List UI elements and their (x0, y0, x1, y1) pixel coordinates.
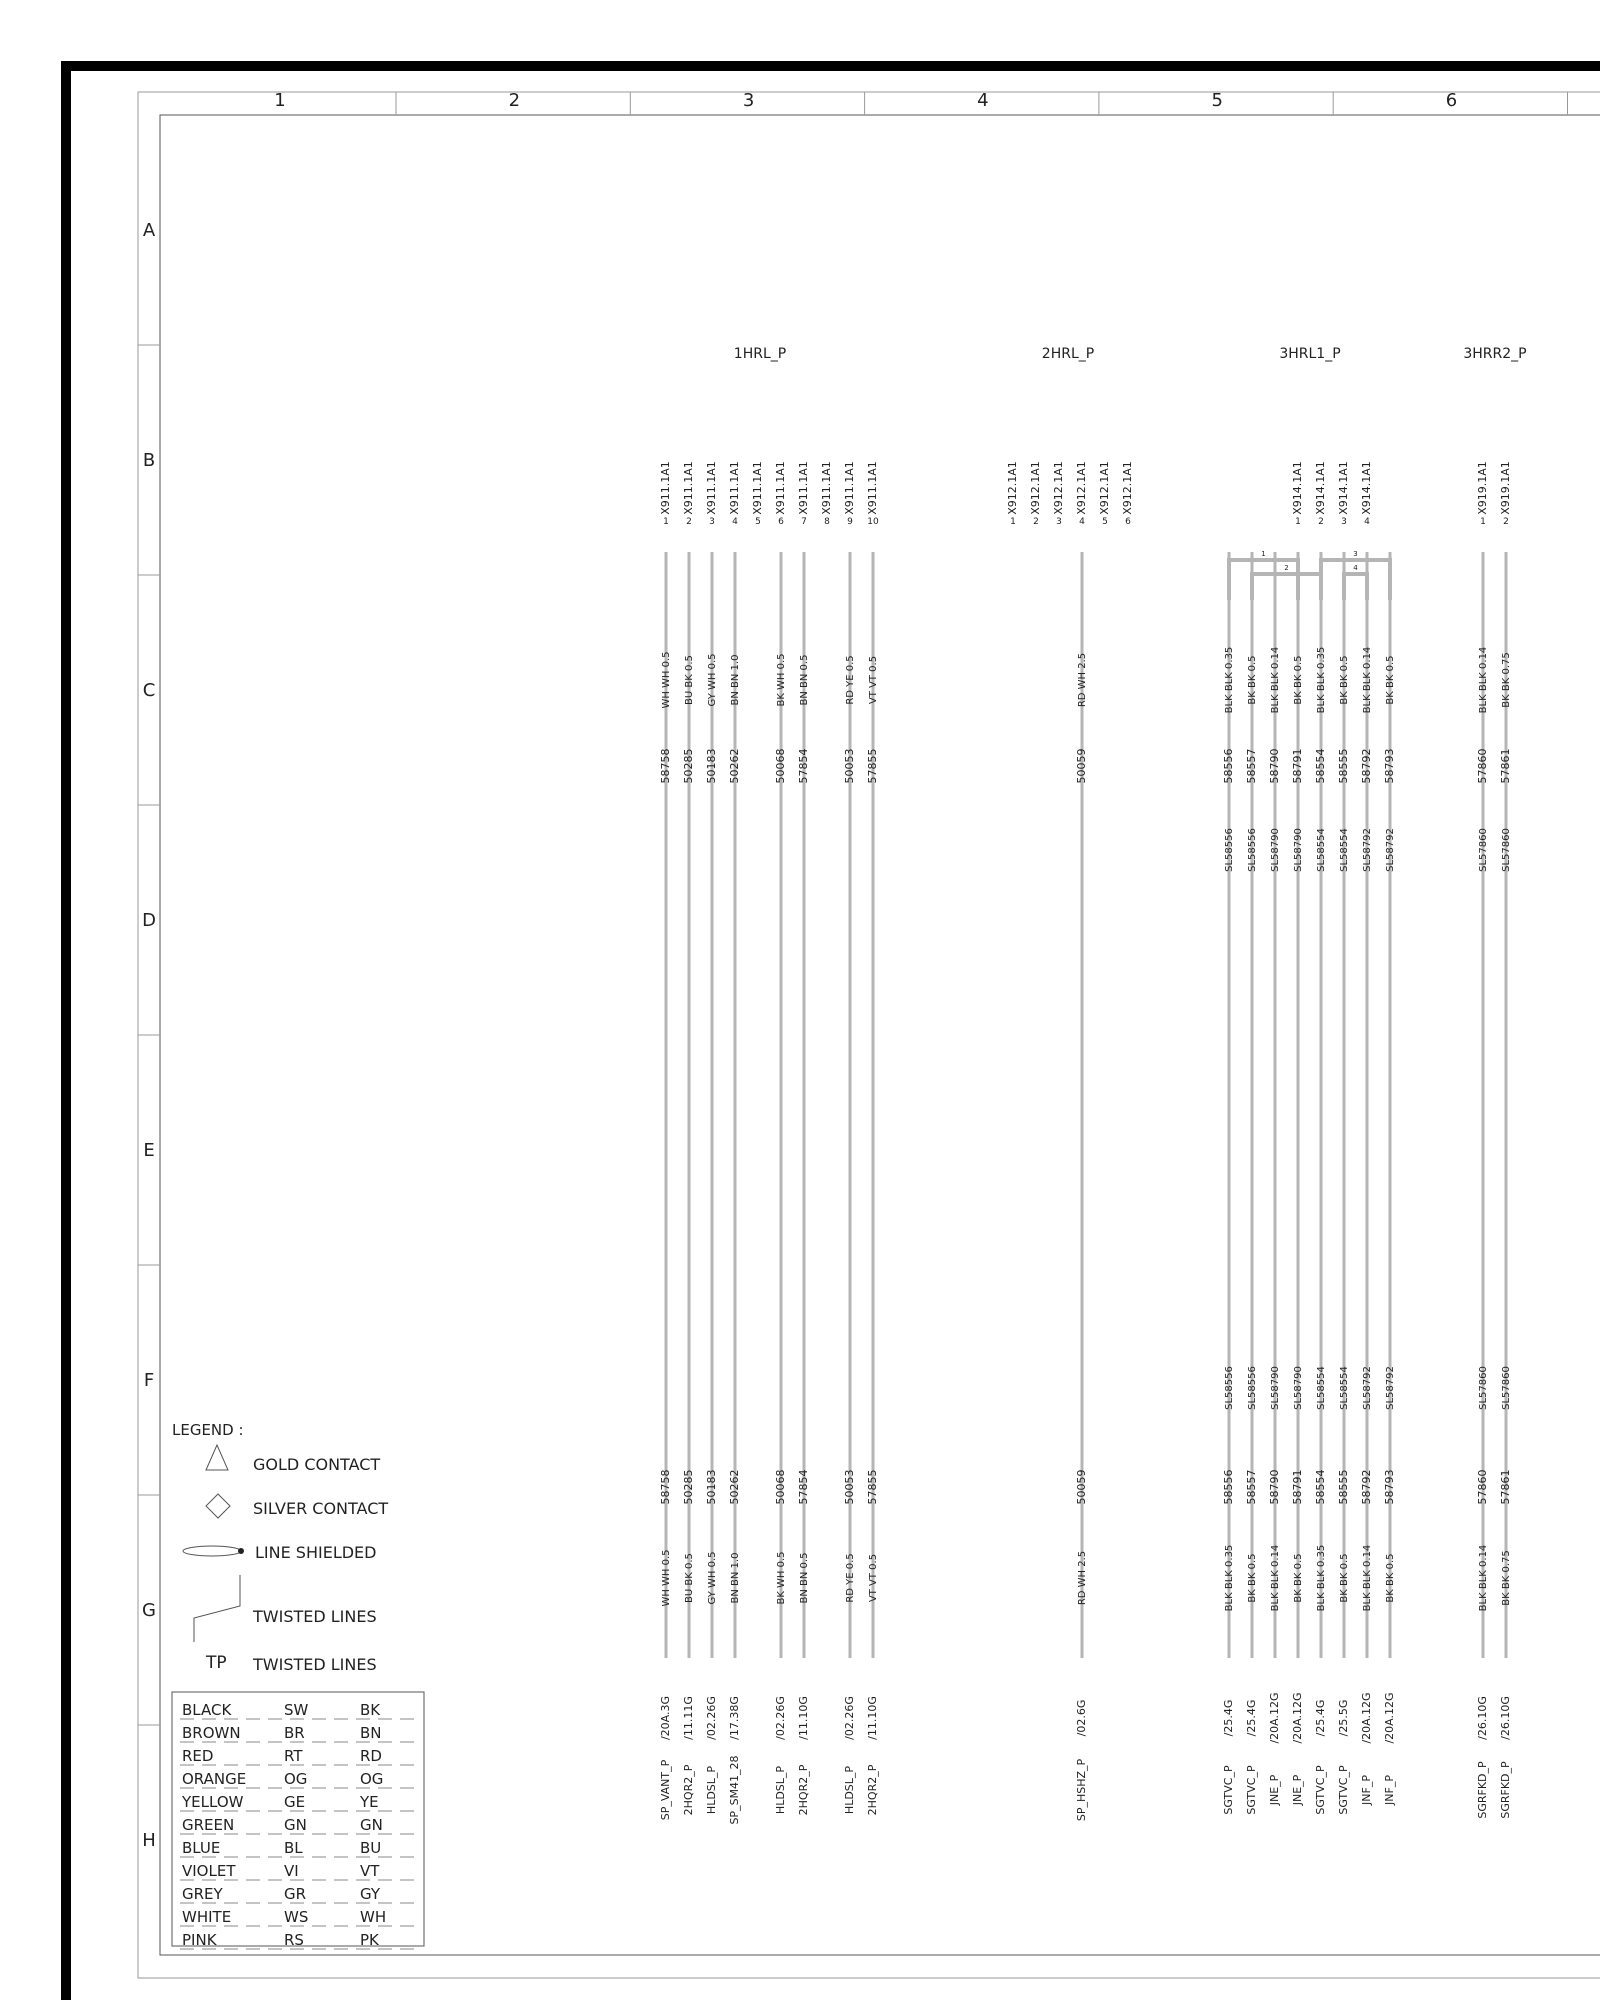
pin-number: 10 (867, 517, 879, 527)
wire-id-top: 58793 (1383, 748, 1396, 784)
wire-reference: /25.4G (1314, 1699, 1327, 1737)
wire-reference: /25.5G (1337, 1699, 1350, 1737)
wire-id-bottom: 58790 (1268, 1469, 1281, 1505)
wire-id-bottom: 58557 (1245, 1469, 1258, 1505)
signal-name: SP_SM41_28 (728, 1755, 741, 1825)
pin-number: 5 (755, 517, 761, 527)
wire-color-bottom: BK BK 0.5 (1293, 1553, 1304, 1603)
pin-number: 3 (709, 517, 715, 527)
connector-title: 3HRR2_P (1463, 346, 1527, 362)
signal-name: SP_VANT_P (659, 1759, 672, 1821)
pin-number: 3 (1341, 517, 1347, 527)
connector-id: X912.1A1 (1121, 461, 1134, 515)
wire-id-top: 58557 (1245, 748, 1258, 784)
color-code-cell: BLUE (182, 1839, 221, 1857)
color-code-cell: RED (182, 1747, 214, 1765)
color-code-cell: VT (360, 1862, 380, 1880)
wire-color-bottom: BN BN 1.0 (730, 1552, 741, 1604)
twisted-pair-label: 4 (1353, 564, 1358, 572)
color-code-cell: ORANGE (182, 1770, 247, 1788)
tp-text (205, 1653, 227, 1673)
color-code-cell: GN (360, 1816, 383, 1834)
shield-id-top: SL58556 (1247, 828, 1258, 872)
grid-column-label: 3 (742, 90, 755, 111)
shield-id-bottom: SL58556 (1224, 1366, 1235, 1410)
grid-row-label: H (142, 1830, 156, 1851)
wire-reference: /02.26G (774, 1696, 787, 1740)
wire-color-top: BK BK 0.5 (1247, 655, 1258, 705)
svg-text:TP: TP (206, 1653, 227, 1673)
grid-row-label: C (142, 680, 156, 701)
wire-color-top: BN BN 0.5 (799, 654, 810, 706)
shield-id-top: SL57860 (1501, 828, 1512, 872)
connector-id: X914.1A1 (1291, 461, 1304, 515)
connector-id: X911.1A1 (659, 461, 672, 515)
wire-id-bottom: 58792 (1360, 1469, 1373, 1505)
wire-reference: /11.10G (797, 1696, 810, 1740)
wire-color-top: BK WH 0.5 (776, 653, 787, 707)
color-code-cell: RT (284, 1747, 303, 1765)
connector-id: X911.1A1 (820, 461, 833, 515)
wire-color-bottom: VT VT 0.5 (868, 1553, 879, 1603)
color-code-cell: OG (284, 1770, 308, 1788)
color-code-cell: VIOLET (182, 1862, 236, 1880)
connector-id: X911.1A1 (797, 461, 810, 515)
connector-id: X911.1A1 (682, 461, 695, 515)
connector-id: X914.1A1 (1337, 461, 1350, 515)
wire-id-bottom: 58791 (1291, 1469, 1304, 1505)
connector-id: X914.1A1 (1360, 461, 1373, 515)
wire-reference: /26.10G (1499, 1696, 1512, 1740)
legend-label: SILVER CONTACT (253, 1499, 389, 1518)
color-code-cell: BN (360, 1724, 382, 1742)
wire-id-bottom: 57854 (797, 1469, 810, 1505)
wire-color-bottom: BLK BLK 0.14 (1270, 1544, 1281, 1612)
twisted-pair-label: 1 (1261, 550, 1266, 558)
connector-id: X911.1A1 (866, 461, 879, 515)
diamond-icon (206, 1494, 230, 1518)
wire-id-top: 58554 (1314, 748, 1327, 784)
wire-id-top: 57860 (1476, 748, 1489, 784)
wire-color-top: WH WH 0.5 (661, 651, 672, 709)
twisted-pair-label: 2 (1284, 564, 1289, 572)
pin-number: 2 (1318, 517, 1324, 527)
legend-title: LEGEND : (172, 1421, 244, 1439)
wire-id-bottom: 50285 (682, 1469, 695, 1505)
signal-name: SGTVC_P (1222, 1765, 1235, 1815)
connector-id: X919.1A1 (1476, 461, 1489, 515)
pin-number: 6 (1125, 517, 1131, 527)
signal-name: HLDSL_P (843, 1765, 856, 1815)
color-code-cell: WH (360, 1908, 387, 1926)
pin-number: 2 (1503, 517, 1509, 527)
pin-number: 1 (1480, 517, 1486, 527)
wire-color-top: BLK BLK 0.14 (1478, 646, 1489, 714)
grid-row-label: A (142, 220, 156, 241)
connector-id: X911.1A1 (705, 461, 718, 515)
wire-id-bottom: 50262 (728, 1469, 741, 1505)
color-code-cell: PK (360, 1931, 379, 1949)
wire-id-top: 58791 (1291, 748, 1304, 784)
grid-row-label: F (143, 1370, 155, 1391)
color-code-cell: OG (360, 1770, 384, 1788)
wire-color-bottom: RD WH 2.5 (1077, 1550, 1088, 1606)
signal-name: SGRFKD_P (1476, 1761, 1489, 1819)
pin-number: 4 (1079, 517, 1085, 527)
wire-bundle (659, 346, 1527, 1825)
connector-id: X911.1A1 (728, 461, 741, 515)
legend (172, 1421, 424, 1949)
wire-id-top: 50053 (843, 748, 856, 784)
color-code-cell: BK (360, 1701, 381, 1719)
color-code-cell: BL (284, 1839, 303, 1857)
grid-row-label: D (142, 910, 156, 931)
connector-title: 1HRL_P (733, 346, 787, 362)
wire-id-bottom: 57855 (866, 1469, 879, 1505)
twisted-pair-bracket (1344, 574, 1367, 600)
color-code-cell: GE (284, 1793, 306, 1811)
pin-number: 9 (847, 517, 853, 527)
shield-id-bottom: SL58792 (1362, 1366, 1373, 1410)
wire-id-bottom: 58556 (1222, 1469, 1235, 1505)
pin-number: 8 (824, 517, 830, 527)
wire-color-bottom: BK BK 0.5 (1385, 1553, 1396, 1603)
shield-id-bottom: SL57860 (1478, 1366, 1489, 1410)
connector-id: X919.1A1 (1499, 461, 1512, 515)
wire-color-top: BLK BLK 0.14 (1270, 646, 1281, 714)
signal-name: 2HQR2_P (797, 1764, 810, 1816)
shield-id-bottom: SL58792 (1385, 1366, 1396, 1410)
legend-label: GOLD CONTACT (253, 1455, 381, 1474)
wire-color-top: RD WH 2.5 (1077, 652, 1088, 708)
grid-column-label: 6 (1445, 90, 1458, 111)
color-code-cell: SW (284, 1701, 309, 1719)
color-code-cell: VI (284, 1862, 299, 1880)
grid-column-label: 1 (274, 90, 286, 111)
connector-title: 3HRL1_P (1279, 346, 1341, 362)
color-code-cell: RD (360, 1747, 382, 1765)
legend-label: TWISTED LINES (253, 1607, 377, 1626)
wire-color-top: BLK BLK 0.35 (1224, 646, 1235, 714)
wire-id-bottom: 57861 (1499, 1469, 1512, 1505)
pin-number: 7 (801, 517, 807, 527)
wire-reference: /25.4G (1222, 1699, 1235, 1737)
legend-label: TWISTED LINES (253, 1655, 377, 1674)
wire-reference: /02.26G (843, 1696, 856, 1740)
wire-color-bottom: GY WH 0.5 (707, 1551, 718, 1605)
wire-id-top: 58758 (659, 748, 672, 784)
wire-id-top: 58556 (1222, 748, 1235, 784)
connector-id: X911.1A1 (751, 461, 764, 515)
wire-id-top: 50059 (1075, 748, 1088, 784)
wire-color-bottom: BLK BLK 0.14 (1362, 1544, 1373, 1612)
connector-id: X912.1A1 (1029, 461, 1042, 515)
signal-name: SP_HSHZ_P (1075, 1758, 1088, 1822)
wire-color-bottom: BK BK 0.5 (1247, 1553, 1258, 1603)
color-code-cell: GREY (182, 1885, 223, 1903)
grid-row-label: B (142, 450, 156, 471)
twisted-pair-label: 3 (1353, 550, 1358, 558)
connector-id: X912.1A1 (1075, 461, 1088, 515)
pin-number: 2 (686, 517, 692, 527)
color-code-cell: BROWN (182, 1724, 241, 1742)
wire-color-bottom: RD YE 0.5 (845, 1553, 856, 1603)
wire-color-top: BU BK 0.5 (684, 655, 695, 705)
twisted-line-icon (194, 1575, 240, 1642)
color-code-cell: BR (284, 1724, 305, 1742)
grid-row-label: G (142, 1600, 156, 1621)
wire-id-top: 50183 (705, 748, 718, 784)
wire-id-top: 58792 (1360, 748, 1373, 784)
wire-reference: /11.11G (682, 1696, 695, 1740)
signal-name: SGTVC_P (1245, 1765, 1258, 1815)
wire-color-bottom: WH WH 0.5 (661, 1549, 672, 1607)
wire-id-bottom: 50059 (1075, 1469, 1088, 1505)
shield-id-top: SL58790 (1293, 828, 1304, 872)
wire-id-bottom: 50053 (843, 1469, 856, 1505)
color-code-cell: YELLOW (182, 1793, 244, 1811)
wire-reference: /25.4G (1245, 1699, 1258, 1737)
signal-name: JNF_P (1360, 1775, 1373, 1805)
wire-color-top: BK BK 0.5 (1385, 655, 1396, 705)
shield-id-top: SL58556 (1224, 828, 1235, 872)
wire-color-bottom: BLK BLK 0.14 (1478, 1544, 1489, 1612)
wire-color-top: BK BK 0.5 (1293, 655, 1304, 705)
signal-name: 2HQR2_P (682, 1764, 695, 1816)
shield-id-top: SL58554 (1339, 828, 1350, 872)
shield-id-bottom: SL58556 (1247, 1366, 1258, 1410)
wire-reference: /20A.12G (1291, 1692, 1304, 1744)
color-code-cell: GR (284, 1885, 307, 1903)
color-code-cell: GY (360, 1885, 381, 1903)
wire-id-top: 58555 (1337, 748, 1350, 784)
wire-reference: /17.38G (728, 1696, 741, 1740)
wire-id-bottom: 50068 (774, 1469, 787, 1505)
wire-id-top: 57861 (1499, 748, 1512, 784)
connector-id: X914.1A1 (1314, 461, 1327, 515)
triangle-icon (206, 1445, 228, 1470)
grid-border-outer (138, 92, 1600, 1978)
color-code-cell: GN (284, 1816, 307, 1834)
pin-number: 4 (732, 517, 738, 527)
wire-id-bottom: 50183 (705, 1469, 718, 1505)
wire-color-bottom: BLK BLK 0.35 (1224, 1544, 1235, 1612)
shield-id-bottom: SL58554 (1339, 1366, 1350, 1410)
wire-id-bottom: 58758 (659, 1469, 672, 1505)
shield-id-top: SL58554 (1316, 828, 1327, 872)
wire-reference: /02.26G (705, 1696, 718, 1740)
wire-color-bottom: BN BN 0.5 (799, 1552, 810, 1604)
connector-id: X912.1A1 (1006, 461, 1019, 515)
color-code-cell: GREEN (182, 1816, 235, 1834)
pin-number: 1 (1010, 517, 1016, 527)
wire-color-top: GY WH 0.5 (707, 653, 718, 707)
color-code-cell: WHITE (182, 1908, 232, 1926)
wire-id-top: 57854 (797, 748, 810, 784)
color-code-cell: BLACK (182, 1701, 232, 1719)
signal-name: HLDSL_P (774, 1765, 787, 1815)
shield-id-bottom: SL58790 (1293, 1366, 1304, 1410)
color-code-cell: PINK (182, 1931, 217, 1949)
color-code-cell: BU (360, 1839, 382, 1857)
pin-number: 1 (1295, 517, 1301, 527)
grid-row-label: E (143, 1140, 155, 1161)
wire-reference: /20A.3G (659, 1695, 672, 1741)
wire-reference: /26.10G (1476, 1696, 1489, 1740)
pin-number: 4 (1364, 517, 1370, 527)
wire-id-top: 50262 (728, 748, 741, 784)
grid-column-label: 4 (977, 90, 989, 111)
wire-color-bottom: BU BK 0.5 (684, 1553, 695, 1603)
shield-id-bottom: SL57860 (1501, 1366, 1512, 1410)
signal-name: JNF_P (1383, 1775, 1396, 1805)
wire-id-top: 57855 (866, 748, 879, 784)
shield-id-top: SL58792 (1385, 828, 1396, 872)
wire-reference: /20A.12G (1383, 1692, 1396, 1744)
wire-color-top: BK BK 0.5 (1339, 655, 1350, 705)
signal-name: SGTVC_P (1337, 1765, 1350, 1815)
wire-id-top: 58790 (1268, 748, 1281, 784)
wire-color-top: BK BK 0.75 (1501, 652, 1512, 708)
wire-color-top: BLK BLK 0.14 (1362, 646, 1373, 714)
pin-number: 3 (1056, 517, 1062, 527)
pin-number: 6 (778, 517, 784, 527)
shield-ellipse-icon (183, 1546, 244, 1556)
wire-id-bottom: 58793 (1383, 1469, 1396, 1505)
shield-id-top: SL57860 (1478, 828, 1489, 872)
wire-color-bottom: BLK BLK 0.35 (1316, 1544, 1327, 1612)
wire-color-top: BLK BLK 0.35 (1316, 646, 1327, 714)
wire-reference: /11.10G (866, 1696, 879, 1740)
color-code-cell: YE (360, 1793, 379, 1811)
shield-id-top: SL58792 (1362, 828, 1373, 872)
wire-color-bottom: BK BK 0.75 (1501, 1550, 1512, 1606)
connector-id: X911.1A1 (843, 461, 856, 515)
connector-id: X912.1A1 (1052, 461, 1065, 515)
wire-id-bottom: 57860 (1476, 1469, 1489, 1505)
pin-number: 1 (663, 517, 669, 527)
pin-number: 2 (1033, 517, 1039, 527)
shield-id-bottom: SL58554 (1316, 1366, 1327, 1410)
connector-id: X912.1A1 (1098, 461, 1111, 515)
wire-reference: /02.6G (1075, 1699, 1088, 1737)
grid-column-label: 5 (1211, 90, 1223, 111)
color-code-cell: WS (284, 1908, 309, 1926)
legend-label: LINE SHIELDED (255, 1543, 377, 1562)
shield-id-top: SL58790 (1270, 828, 1281, 872)
wire-id-bottom: 58554 (1314, 1469, 1327, 1505)
wire-color-top: BN BN 1.0 (730, 654, 741, 706)
wire-id-top: 50285 (682, 748, 695, 784)
wire-color-top: RD YE 0.5 (845, 655, 856, 705)
connector-id: X911.1A1 (774, 461, 787, 515)
signal-name: SGTVC_P (1314, 1765, 1327, 1815)
wire-id-bottom: 58555 (1337, 1469, 1350, 1505)
signal-name: JNE_P (1291, 1774, 1304, 1806)
wire-color-bottom: BK BK 0.5 (1339, 1553, 1350, 1603)
signal-name: 2HQR2_P (866, 1764, 879, 1816)
wire-reference: /20A.12G (1360, 1692, 1373, 1744)
signal-name: HLDSL_P (705, 1765, 718, 1815)
signal-name: JNE_P (1268, 1774, 1281, 1806)
grid-column-label: 2 (508, 90, 521, 111)
color-code-cell: RS (284, 1931, 304, 1949)
shield-id-bottom: SL58790 (1270, 1366, 1281, 1410)
signal-name: SGRFKD_P (1499, 1761, 1512, 1819)
wire-reference: /20A.12G (1268, 1692, 1281, 1744)
wire-color-top: VT VT 0.5 (868, 655, 879, 705)
pin-number: 5 (1102, 517, 1108, 527)
drawing-area-border (160, 115, 1600, 1955)
wire-id-top: 50068 (774, 748, 787, 784)
twisted-pair-bracket (1252, 574, 1321, 600)
wire-color-bottom: BK WH 0.5 (776, 1551, 787, 1605)
connector-title: 2HRL_P (1041, 346, 1095, 362)
